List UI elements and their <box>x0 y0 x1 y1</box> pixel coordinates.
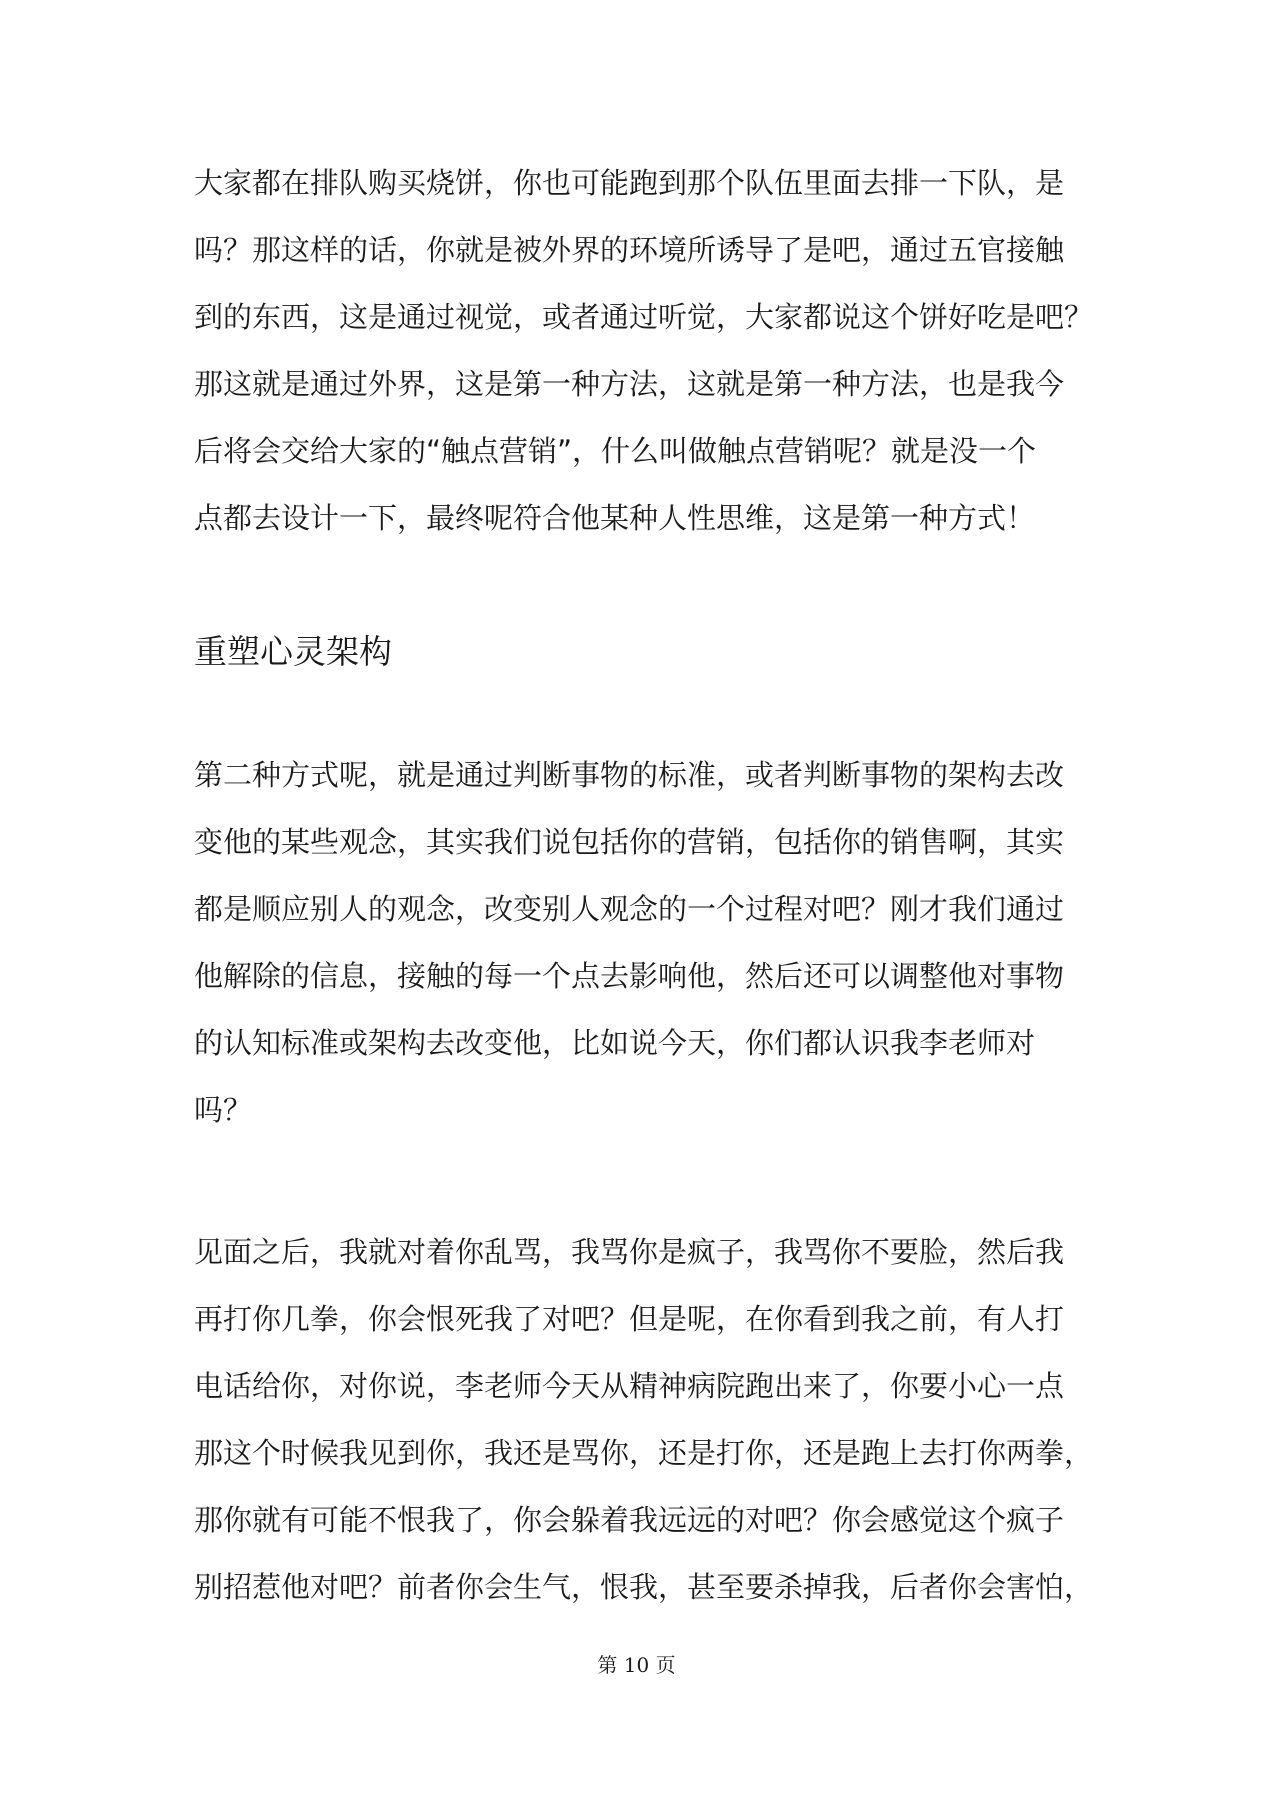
paragraph-line: 再打你几拳，你会恨死我了对吧？但是呢，在你看到我之前，有人打 <box>194 1302 1065 1336</box>
paragraph-line: 后将会交给大家的“触点营销”，什么叫做触点营销呢？就是没一个 <box>194 434 1037 468</box>
paragraph-line: 那这个时候我见到你，我还是骂你，还是打你，还是跑上去打你两拳， <box>194 1436 1094 1470</box>
paragraph-line: 第二种方式呢，就是通过判断事物的标准，或者判断事物的架构去改 <box>194 758 1065 792</box>
paragraph-line: 电话给你，对你说，李老师今天从精神病院跑出来了，你要小心一点 <box>194 1369 1065 1403</box>
paragraph-3 <box>194 1219 1094 1621</box>
paragraph-line: 吗？那这样的话，你就是被外界的环境所诱导了是吧，通过五官接触 <box>194 233 1065 267</box>
paragraph-line: 变他的某些观念，其实我们说包括你的营销，包括你的销售啊，其实 <box>194 825 1065 859</box>
paragraph-line: 到的东西，这是通过视觉，或者通过听觉，大家都说这个饼好吃是吧？ <box>194 300 1094 334</box>
section-heading: 重塑心灵架构 <box>194 632 392 671</box>
paragraph-line: 那这就是通过外界，这是第一种方法，这就是第一种方法，也是我今 <box>194 367 1065 401</box>
paragraph-2 <box>194 742 1094 1144</box>
paragraph-line: 大家都在排队购买烧饼，你也可能跑到那个队伍里面去排一下队，是 <box>194 166 1065 200</box>
paragraph-1 <box>194 150 1094 552</box>
paragraph-line: 那你就有可能不恨我了，你会躲着我远远的对吧？你会感觉这个疯子 <box>194 1503 1065 1537</box>
paragraph-line: 他解除的信息，接触的每一个点去影响他，然后还可以调整他对事物 <box>194 959 1065 993</box>
paragraph-line: 的认知标准或架构去改变他，比如说今天，你们都认识我李老师对 <box>194 1026 1036 1060</box>
paragraph-line: 别招惹他对吧？前者你会生气，恨我，甚至要杀掉我，后者你会害怕， <box>194 1570 1094 1604</box>
paragraph-line: 吗？ <box>194 1093 253 1127</box>
paragraph-line: 点都去设计一下，最终呢符合他某种人性思维，这是第一种方式！ <box>194 501 1036 535</box>
paragraph-line: 见面之后，我就对着你乱骂，我骂你是疯子，我骂你不要脸，然后我 <box>194 1235 1065 1269</box>
paragraph-line: 都是顺应别人的观念，改变别人观念的一个过程对吧？刚才我们通过 <box>194 892 1065 926</box>
page-number: 第 10 页 <box>597 1653 676 1677</box>
